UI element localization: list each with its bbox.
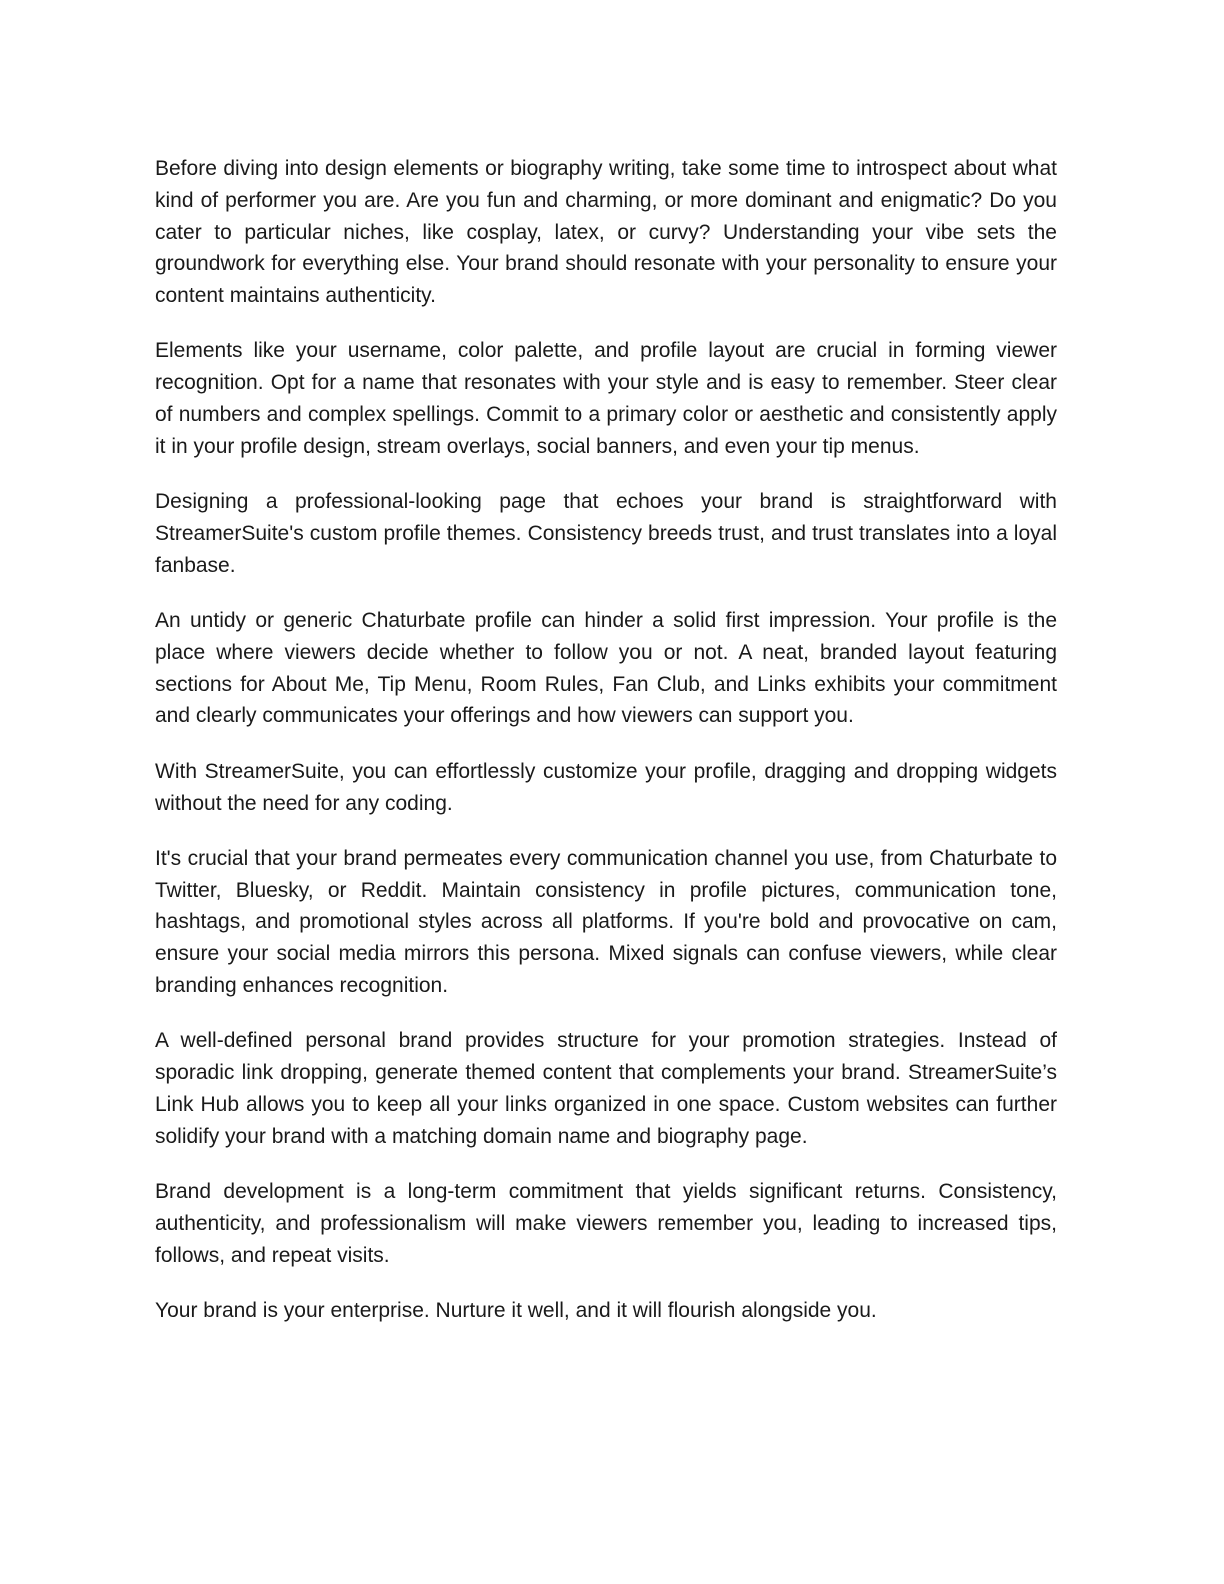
paragraph-customize-widgets: With StreamerSuite, you can effortlessly customize your profile, dragging and dropping widgets without the need for any coding.	[155, 759, 1057, 815]
paragraph-closing: Your brand is your enterprise. Nurture it well, and it will flourish alongside you.	[155, 1298, 877, 1322]
paragraph-profile-layout: An untidy or generic Chaturbate profile can hinder a solid first impression. Your profile is the place where viewers decide whether to follow you or not. A neat, branded layout featuring sections for About Me, Tip Menu, Room Rules, Fan Club, and Links exhibits your commitment and clearly communicates your offerings and how viewers can support you.	[155, 609, 1057, 728]
paragraph-brand-development: Brand development is a long-term commitment that yields significant returns. Consistency, authenticity, and professionalism will make viewers remember you, leading to increased tips, follows, and repeat visits.	[155, 1180, 1057, 1267]
paragraph-promotion-strategy: A well-defined personal brand provides structure for your promotion strategies. Instead of sporadic link dropping, generate themed content that complements your brand. StreamerSuite’s Link Hub allows you to keep all your links organized in one space. Custom websites can further solidify your brand with a matching domain name and biography page.	[155, 1029, 1057, 1148]
paragraph-profile-themes: Designing a professional-looking page that echoes your brand is straightforward with StreamerSuite's custom profile themes. Consistency breeds trust, and trust translates into a loyal fanbase.	[155, 490, 1057, 577]
paragraph-social-consistency: It's crucial that your brand permeates every communication channel you use, from Chaturbate to Twitter, Bluesky, or Reddit. Maintain consistency in profile pictures, communication tone, hashtags, and promotional styles across all platforms. If you're bold and provocative on cam, ensure your social media mirrors this persona. Mixed signals can confuse viewers, while clear branding enhances recognition.	[155, 846, 1057, 998]
paragraph-introspection: Before diving into design elements or biography writing, take some time to introspect about what kind of performer you are. Are you fun and charming, or more dominant and enigmatic? Do you cater to particular niches, like cosplay, latex, or curvy? Understanding your vibe sets the groundwork for everything else. Your brand should resonate with your personality to ensure your content maintains authenticity.	[155, 157, 1057, 308]
paragraph-visual-elements: Elements like your username, color palette, and profile layout are crucial in forming viewer recognition. Opt for a name that resonates with your style and is easy to remember. Steer clear of numbers and complex spellings. Commit to a primary color or aesthetic and consistently apply it in your profile design, stream overlays, social banners, and even your tip menus.	[155, 339, 1057, 458]
document-body	[155, 153, 1057, 1350]
